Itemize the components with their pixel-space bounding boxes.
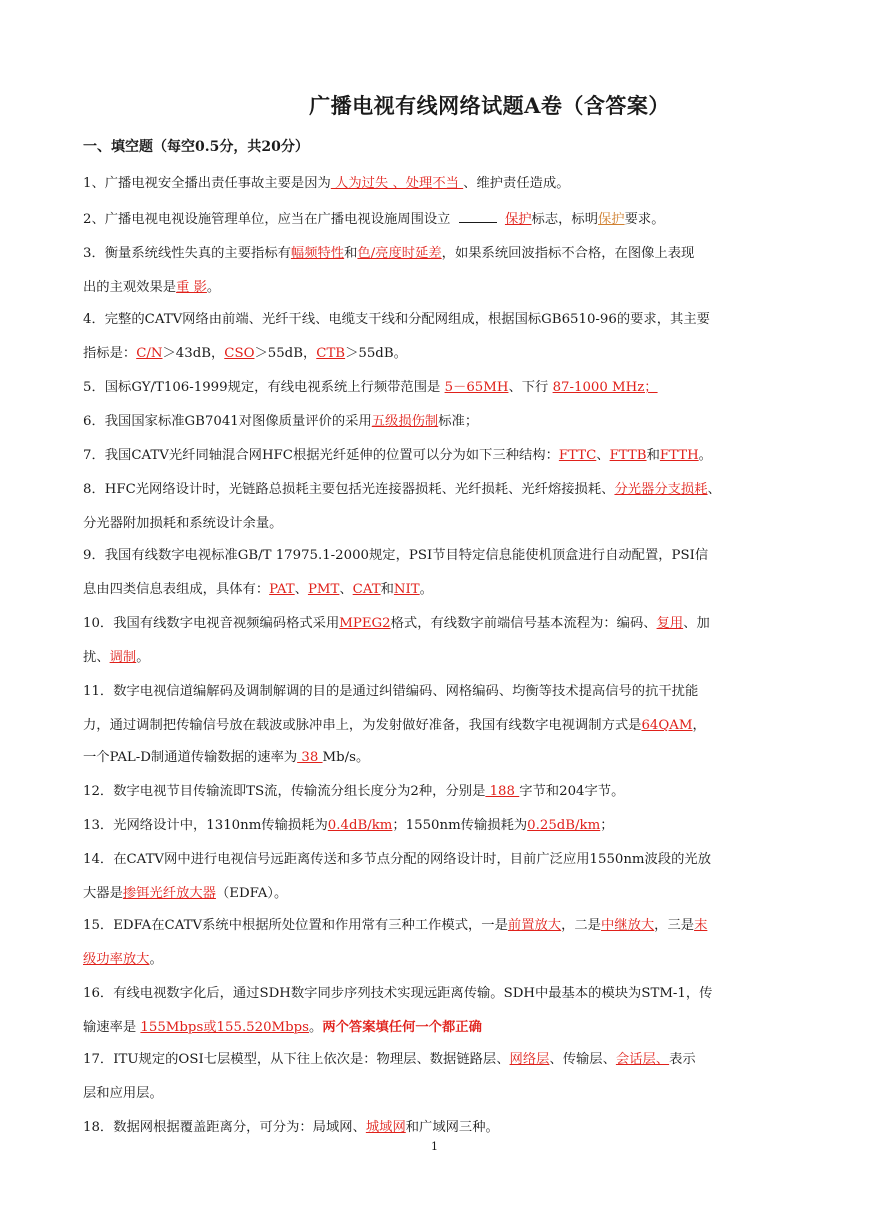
answer-text: PMT [307, 582, 340, 597]
question-text: 息由四类信息表组成，具体有： [83, 582, 270, 597]
answer-text: 分光器分支损耗 [614, 482, 708, 497]
question-line [83, 478, 788, 497]
question-line [83, 948, 788, 967]
answer-text: 调制 [109, 650, 137, 665]
question-line [83, 512, 788, 531]
answer-text: 城域网 [365, 1120, 406, 1135]
question-text: 、 [707, 482, 721, 497]
question-line [83, 308, 788, 327]
question-text: 。 [206, 280, 221, 295]
question-text: 11．数字电视信道编解码及调制解调的目的是通过纠错编码、网格编码、均衡等技术提高信号的抗干扰能 [83, 684, 699, 699]
question-text: ，如果系统回波指标不合格，在图像上表现 [441, 246, 695, 261]
blank-underline [459, 212, 497, 223]
question-line [83, 982, 788, 1001]
answer-text: 前置放大 [507, 918, 562, 933]
question-text: 要求。 [624, 212, 665, 227]
question-text: 力，通过调制把传输信号放在载波或脉冲串上，为发射做好准备，我国有线数字电视调制方式是 [83, 718, 642, 733]
question-text: 1、广播电视安全播出责任事故主要是因为 [83, 176, 331, 191]
answer-text: 级功率放大 [83, 952, 150, 967]
answer-text: FTTC [558, 448, 597, 463]
question-line [83, 208, 788, 227]
question-line [83, 714, 788, 733]
question-line [83, 544, 788, 563]
question-line [83, 746, 788, 765]
answer-text: CAT [352, 582, 381, 597]
page-title: 广播电视有线网络试题A卷（含答案） [309, 93, 670, 118]
answer-note: 两个答案填任何一个都正确 [322, 1020, 482, 1035]
question-text: 8．HFC光网络设计时，光链路总损耗主要包括光连接器损耗、光纤损耗、光纤熔接损耗、 [83, 482, 615, 497]
answer-text: 复用 [656, 616, 684, 631]
answer-text: 155Mbps或155.520Mbps [140, 1020, 310, 1035]
answer-text-orange: 保护 [598, 212, 625, 227]
answer-text: 188 [485, 784, 520, 799]
question-line [83, 342, 788, 361]
question-text: 16．有线电视数字化后，通过SDH数字同步序列技术实现远距离传输。SDH中最基本的模块为STM-1，传 [83, 986, 713, 1001]
question-line [83, 848, 788, 867]
question-text: 和 [380, 582, 394, 597]
answer-text: 0.4dB/km [327, 818, 393, 833]
question-text: ＞55dB， [254, 346, 317, 361]
question-text: 和 [646, 448, 660, 463]
answer-text: 64QAM [641, 718, 693, 733]
question-text: 。 [136, 650, 150, 665]
question-text: ；1550nm传输损耗为 [392, 818, 528, 833]
question-text: 12．数字电视节目传输流即TS流，传输流分组长度分为2种，分别是 [83, 784, 486, 799]
question-line [83, 376, 788, 395]
question-line [83, 814, 788, 833]
answer-text: 中继放大 [600, 918, 655, 933]
question-text: ， [692, 718, 706, 733]
question-text: 18．数据网根据覆盖距离分，可分为：局域网、 [83, 1120, 366, 1135]
answer-text: 重 影 [176, 280, 207, 295]
question-text: 和广域网三种。 [405, 1120, 499, 1135]
answer-text: 会话层、 [615, 1052, 670, 1067]
question-text: 出的主观效果是 [83, 280, 177, 295]
question-text: 输速率是 [83, 1020, 141, 1035]
answer-text: PAT [269, 582, 295, 597]
question-text: 、 [294, 582, 308, 597]
answer-text: 5－65MH [444, 380, 509, 395]
question-text: 6．我国国家标准GB7041对图像质量评价的采用 [83, 414, 372, 429]
answer-text: FTTH [659, 448, 699, 463]
question-text: 15．EDFA在CATV系统中根据所处位置和作用常有三种工作模式，一是 [83, 918, 508, 933]
answer-text: CTB [316, 346, 346, 361]
answer-text: 掺铒光纤放大器 [122, 886, 216, 901]
question-line [83, 1116, 788, 1135]
question-text: 表示 [669, 1052, 696, 1067]
page-number: 1 [431, 1140, 438, 1153]
question-text: （EDFA）。 [215, 886, 288, 901]
question-text: 扰、 [83, 650, 110, 665]
question-text: 、传输层、 [549, 1052, 616, 1067]
question-line [83, 612, 788, 631]
question-text: 10．我国有线数字电视音视频编码格式采用 [83, 616, 340, 631]
question-text: 。 [698, 448, 712, 463]
question-line [83, 242, 788, 261]
answer-text: 87-1000 MHz； [552, 380, 658, 395]
question-line [83, 1082, 788, 1101]
question-text: 标志，标明 [531, 212, 599, 227]
question-line [83, 1048, 788, 1067]
question-text: 分光器附加损耗和系统设计余量。 [83, 516, 283, 531]
question-text: Mb/s。 [322, 750, 370, 765]
question-text: 9．我国有线数字电视标准GB/T 17975.1-2000规定，PSI节目特定信息能使机顶盒进行自动配置，PSI信 [83, 548, 709, 563]
question-text: 。 [149, 952, 163, 967]
question-line [83, 172, 788, 191]
question-text: 、 [596, 448, 610, 463]
question-line [83, 882, 788, 901]
question-text: 。 [419, 582, 433, 597]
question-text: 3．衡量系统线性失真的主要指标有 [83, 246, 291, 261]
answer-text: 保护 [504, 212, 532, 227]
question-text: 13．光网络设计中，1310nm传输损耗为 [83, 818, 328, 833]
answer-text: 38 [297, 750, 323, 765]
answer-text: 色/亮度时延差 [357, 246, 442, 261]
question-text: 、加 [683, 616, 710, 631]
answer-text: 网络层 [509, 1052, 550, 1067]
question-line [83, 780, 788, 799]
question-text: 字节和204字节。 [519, 784, 625, 799]
question-line [83, 646, 788, 665]
answer-text: 0.25dB/km [527, 818, 601, 833]
section-heading: 一、填空题（每空0.5分，共20分） [83, 139, 309, 155]
question-text: ； [600, 818, 614, 833]
question-text: ＞55dB。 [345, 346, 407, 361]
answer-text: 幅频特性 [290, 246, 345, 261]
answer-text: 人为过失 、处理不当 [330, 176, 464, 191]
question-text: 7．我国CATV光纤同轴混合网HFC根据光纤延伸的位置可以分为如下三种结构： [83, 448, 559, 463]
question-text: ＞43dB， [162, 346, 225, 361]
question-text: ，二是 [561, 918, 601, 933]
question-text: 格式，有线数字前端信号基本流程为：编码、 [390, 616, 657, 631]
question-text: 一个PAL-D制通道传输数据的速率为 [83, 750, 298, 765]
question-line [83, 680, 788, 699]
question-text: ，三是 [654, 918, 695, 933]
question-line [83, 1016, 788, 1035]
question-text: 4．完整的CATV网络由前端、光纤干线、电缆支干线和分配网组成，根据国标GB6510-96的要求，其主要 [83, 312, 710, 327]
question-text: 、维护责任造成。 [463, 176, 570, 191]
answer-text: CSO [224, 346, 255, 361]
question-text: 大器是 [83, 886, 123, 901]
question-line [83, 444, 788, 463]
question-line [83, 578, 788, 597]
question-text: 、 [339, 582, 353, 597]
question-text: 5．国标GY/T106-1999规定，有线电视系统上行频带范围是 [83, 380, 445, 395]
answer-text: FTTB [609, 448, 647, 463]
question-text: 14．在CATV网中进行电视信号远距离传送和多节点分配的网络设计时，目前广泛应用1550nm波段的光放 [83, 852, 712, 867]
question-text: 和 [344, 246, 358, 261]
question-line [83, 914, 788, 933]
question-text: 指标是： [83, 346, 137, 361]
question-text: 层和应用层。 [83, 1086, 163, 1101]
answer-text: 五级损伤制 [371, 414, 439, 429]
question-text: 17．ITU规定的OSI七层模型，从下往上依次是：物理层、数据链路层、 [83, 1052, 510, 1067]
question-text: 2、广播电视电视设施管理单位，应当在广播电视设施周围设立 [83, 212, 455, 227]
question-text: 、下行 [508, 380, 553, 395]
question-text: 。 [309, 1020, 323, 1035]
question-line [83, 276, 788, 295]
answer-text: NIT [393, 582, 420, 597]
question-line [83, 410, 788, 429]
answer-text: 末 [694, 918, 708, 933]
question-text: 标准； [438, 414, 479, 429]
answer-text: MPEG2 [339, 616, 391, 631]
answer-text: C/N [136, 346, 163, 361]
